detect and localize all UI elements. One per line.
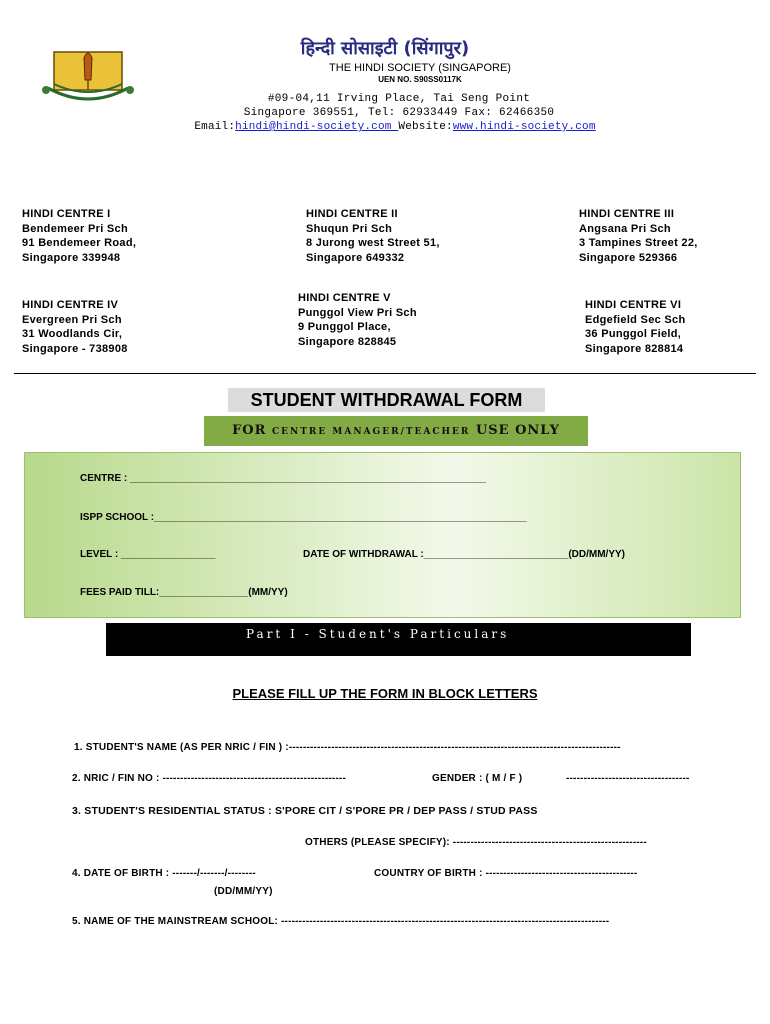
others-specify-field[interactable]: OTHERS (PLEASE SPECIFY): -------------------------------------------------------	[305, 837, 647, 848]
centre-block-5	[298, 291, 417, 349]
centre-name: HINDI CENTRE II	[306, 208, 398, 220]
mainstream-school-field[interactable]: 5. NAME OF THE MAINSTREAM SCHOOL: ---------------------------------------------------------------------------------------------	[72, 916, 610, 927]
email-label: Email:	[194, 121, 236, 133]
form-title: STUDENT WITHDRAWAL FORM	[228, 388, 545, 412]
centre-block-4	[22, 298, 128, 356]
banner-use-only: USE ONLY	[475, 423, 560, 438]
level-field[interactable]: LEVEL : _________________	[80, 549, 216, 560]
website-link[interactable]: www.hindi-society.com	[452, 121, 596, 133]
society-title-hindi: हिन्दी सोसाइटी (सिंगापुर)	[300, 38, 470, 59]
centre-school: Angsana Pri Sch	[579, 222, 671, 235]
centre-block-6	[585, 298, 685, 356]
banner-middle: CENTRE MANAGER/TEACHER	[271, 427, 471, 437]
centre-field[interactable]: CENTRE : ________________________________________________________________	[80, 473, 486, 484]
address-line-1: #09-04,11 Irving Place, Tai Seng Point	[267, 93, 531, 105]
centre-name: HINDI CENTRE III	[579, 208, 675, 220]
date-of-birth-field[interactable]: 4. DATE OF BIRTH : -------/-------/--------	[72, 868, 256, 879]
centre-name: HINDI CENTRE V	[298, 292, 391, 304]
centre-address: 36 Punggol Field,	[585, 328, 682, 340]
dob-format-hint: (DD/MM/YY)	[214, 886, 273, 897]
centre-school: Evergreen Pri Sch	[22, 313, 122, 326]
centre-postal: Singapore 339948	[22, 251, 121, 264]
society-name: THE HINDI SOCIETY (SINGAPORE)	[329, 62, 511, 74]
contact-line	[0, 121, 770, 133]
centre-school: Shuqun Pri Sch	[306, 222, 393, 235]
centre-address: 8 Jurong west Street 51,	[306, 237, 440, 249]
ispp-school-field[interactable]: ISPP SCHOOL :___________________________________________________________________	[80, 512, 527, 523]
gender-field[interactable]: -----------------------------------	[566, 773, 690, 784]
centre-address: 31 Woodlands Cir,	[22, 328, 123, 340]
part1-title: Part I - Student's Particulars	[246, 627, 510, 641]
centre-address: 91 Bendemeer Road,	[22, 237, 137, 249]
centre-school: Bendemeer Pri Sch	[22, 222, 128, 235]
office-use-banner	[204, 416, 588, 446]
centre-postal: Singapore 828814	[585, 342, 684, 355]
centre-address: 9 Punggol Place,	[298, 321, 391, 333]
email-link[interactable]: hindi@hindi-society.com	[235, 121, 399, 133]
address-line-2: Singapore 369551, Tel: 62933449 Fax: 62466350	[243, 107, 555, 119]
banner-for: FOR	[232, 423, 267, 438]
student-name-field[interactable]: 1. STUDENT'S NAME (AS PER NRIC / FIN ) :----------------------------------------------------------------------------------------------	[74, 742, 621, 753]
centre-postal: Singapore 529366	[579, 251, 678, 264]
part1-header	[106, 623, 691, 656]
horizontal-divider	[14, 373, 756, 374]
nric-field[interactable]: 2. NRIC / FIN NO : ----------------------------------------------------	[72, 773, 347, 784]
fees-paid-field[interactable]: FEES PAID TILL:________________(MM/YY)	[80, 587, 288, 598]
residential-status-field[interactable]: 3. STUDENT'S RESIDENTIAL STATUS : S'PORE CIT / S'PORE PR / DEP PASS / STUD PASS	[72, 805, 538, 817]
centre-name: HINDI CENTRE VI	[585, 299, 682, 311]
centre-block-2	[306, 207, 440, 265]
block-letters-instruction: PLEASE FILL UP THE FORM IN BLOCK LETTERS	[232, 686, 538, 701]
centre-postal: Singapore 828845	[298, 335, 397, 348]
centre-postal: Singapore - 738908	[22, 342, 128, 355]
centre-school: Edgefield Sec Sch	[585, 313, 686, 326]
centre-block-3	[579, 207, 698, 265]
centre-school: Punggol View Pri Sch	[298, 306, 417, 319]
country-of-birth-field[interactable]: COUNTRY OF BIRTH : -------------------------------------------	[374, 868, 638, 879]
gender-label: GENDER : ( M / F )	[432, 773, 523, 784]
centre-name: HINDI CENTRE IV	[22, 299, 119, 311]
uen-number: UEN NO. S90SS0117K	[378, 75, 462, 84]
centre-block-1	[22, 207, 136, 265]
website-label: Website:	[398, 121, 453, 133]
centre-postal: Singapore 649332	[306, 251, 405, 264]
centre-address: 3 Tampines Street 22,	[579, 237, 698, 249]
withdrawal-date-field[interactable]: DATE OF WITHDRAWAL :__________________________(DD/MM/YY)	[303, 549, 625, 560]
centre-name: HINDI CENTRE I	[22, 208, 111, 220]
